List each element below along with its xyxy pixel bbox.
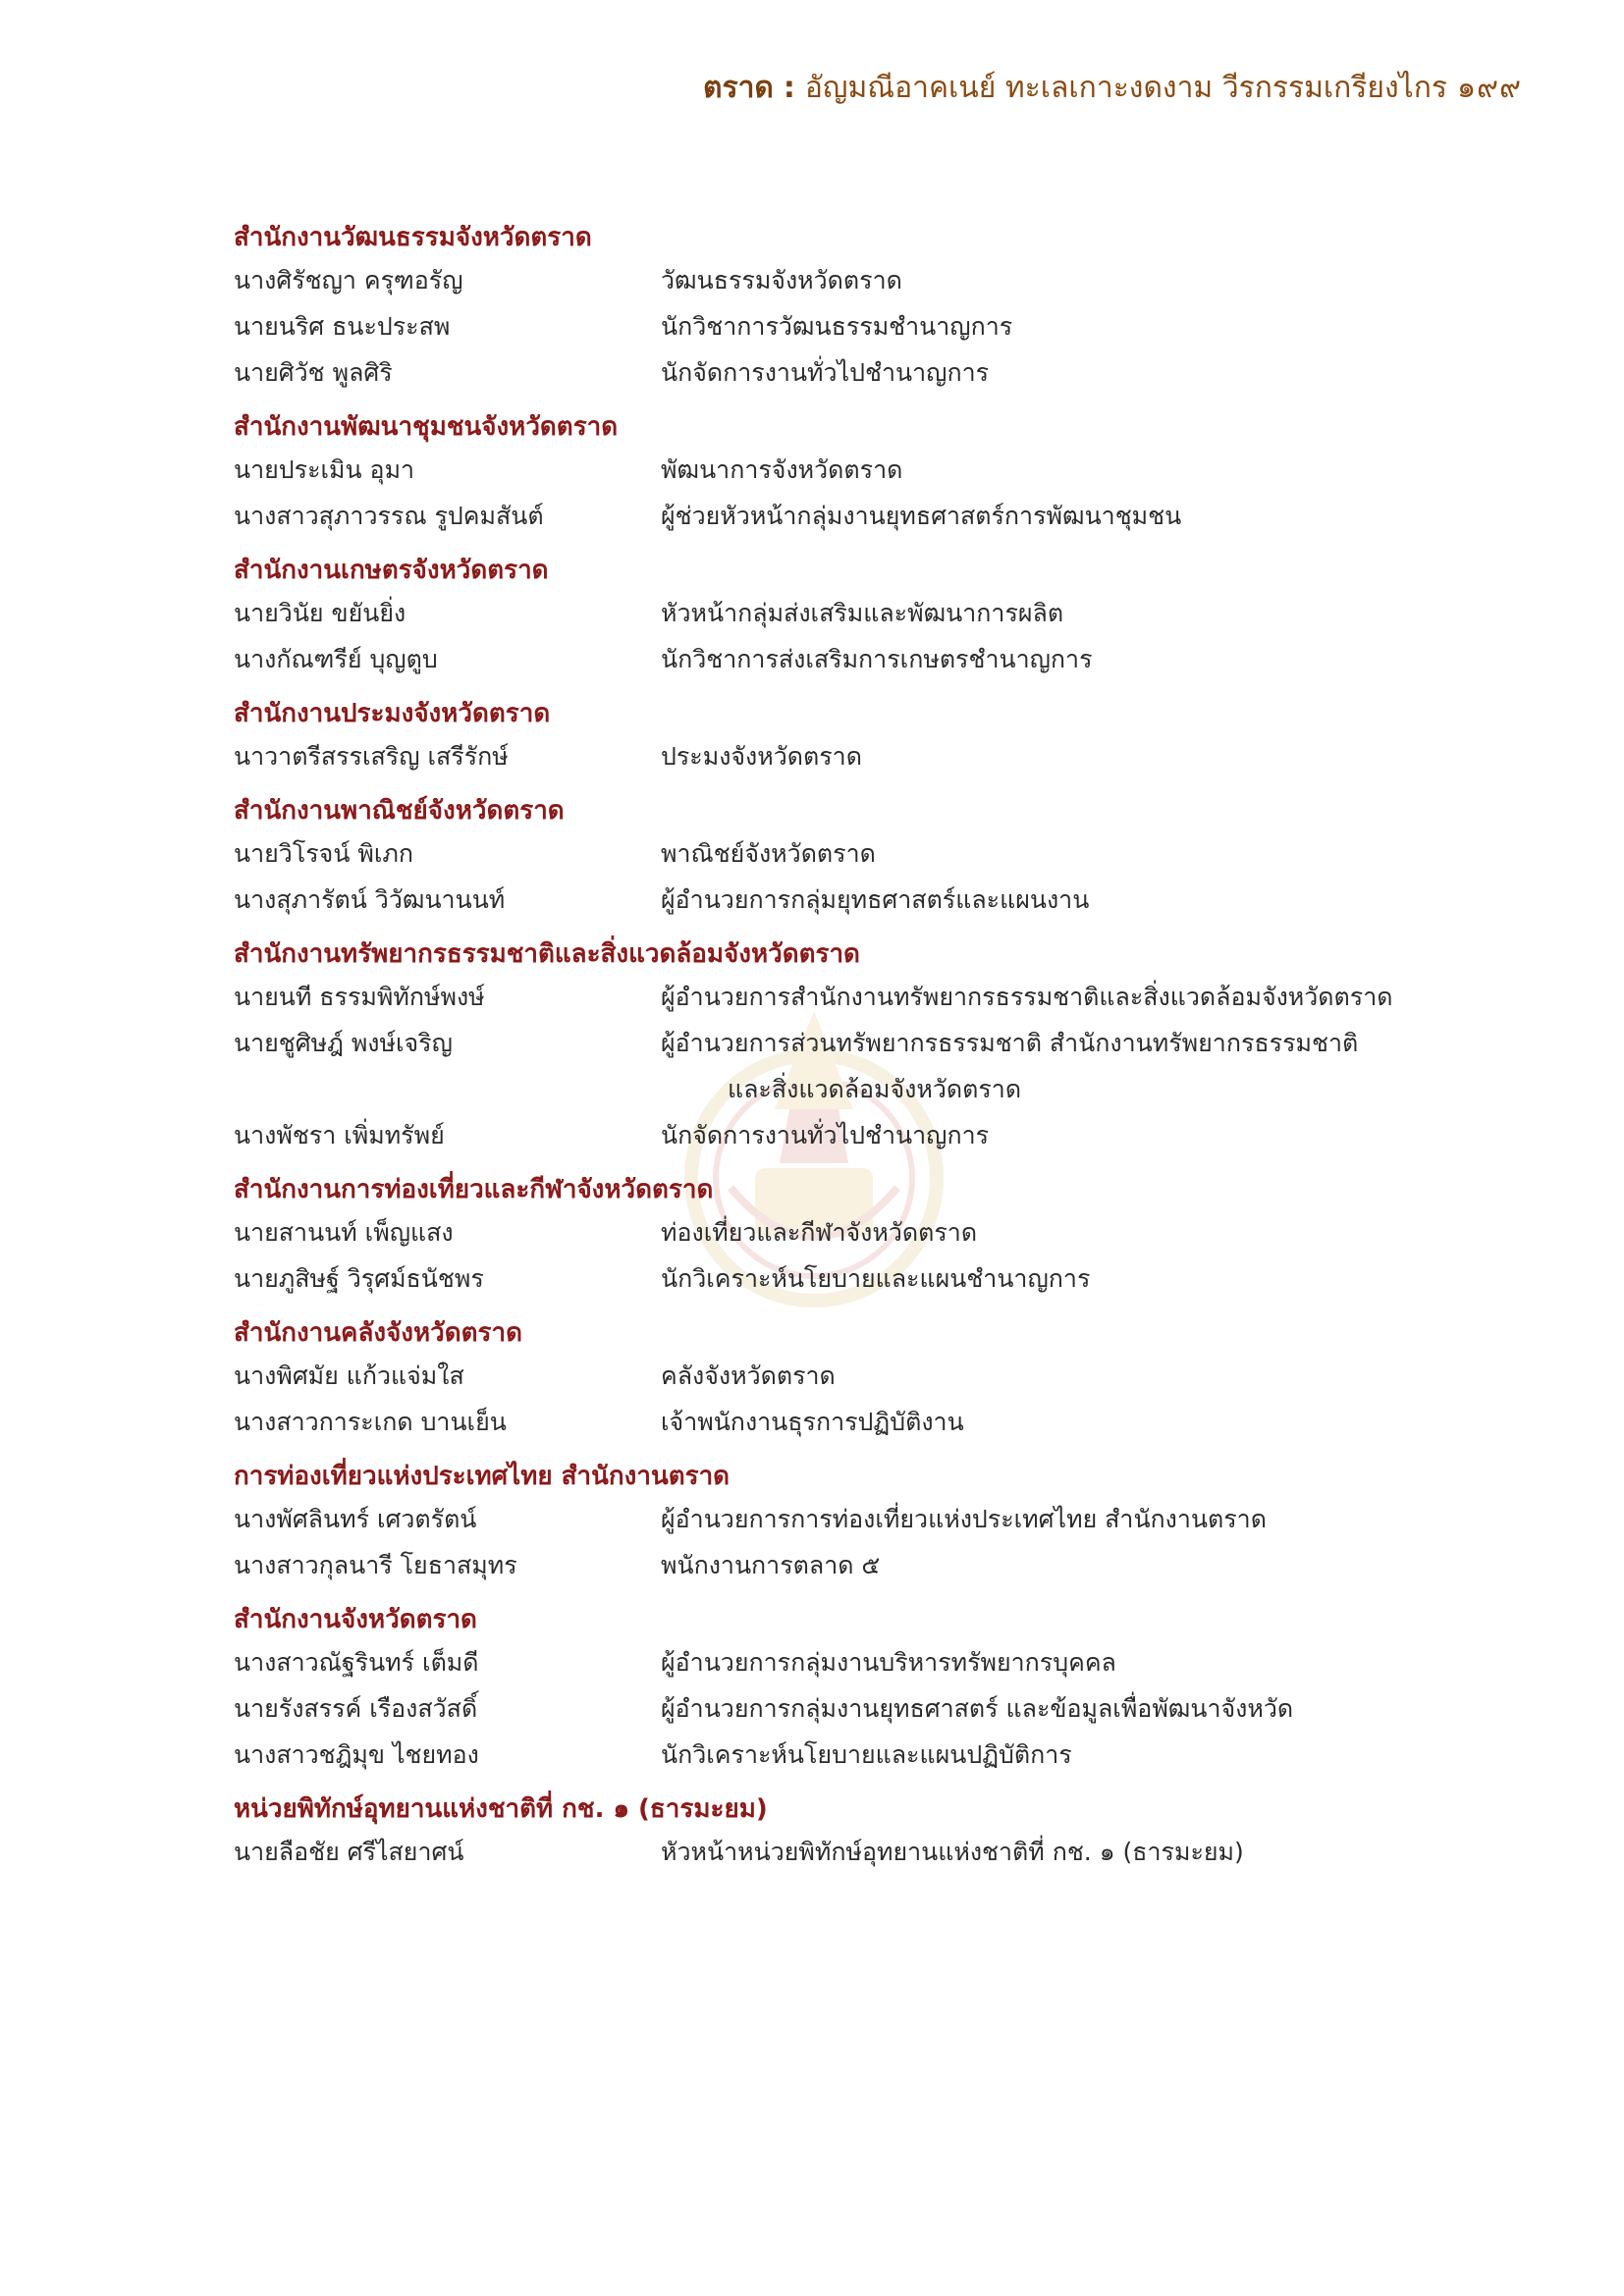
section-title: สำนักงานประมงจังหวัดตราด: [234, 699, 551, 728]
person-position: ผู้อำนวยการกลุ่มยุทธศาสตร์และแผนงาน: [661, 885, 1090, 914]
person-name: นางพัศลินทร์ เศวตรัตน์: [234, 1505, 477, 1533]
person-position: หัวหน้ากลุ่มส่งเสริมและพัฒนาการผลิต: [661, 599, 1064, 627]
person-name: นางสาวการะเกด บานเย็น: [234, 1408, 507, 1436]
list-item: [234, 1255, 1540, 1302]
person-name: นายประเมิน อุมา: [234, 455, 415, 484]
person-position: เจ้าพนักงานธุรการปฏิบัติงาน: [661, 1408, 964, 1436]
person-position: คลังจังหวัดตราด: [661, 1362, 836, 1390]
person-position: พัฒนาการจังหวัดตราด: [661, 455, 903, 484]
section-title: การท่องเที่ยวแห่งประเทศไทย สำนักงานตราด: [234, 1462, 731, 1491]
person-name: นางสาวสุภาวรรณ รูปคมสันต์: [234, 502, 544, 530]
person-position: นักวิเคราะห์นโยบายและแผนปฏิบัติการ: [661, 1740, 1072, 1769]
list-item: [234, 1496, 1540, 1542]
person-name: นางพัชรา เพิ่มทรัพย์: [234, 1121, 445, 1149]
person-position: นักจัดการงานทั่วไปชำนาญการ: [661, 1121, 990, 1149]
section-natural-resources: [234, 934, 1540, 1158]
page-header: [703, 65, 1522, 111]
section-culture: [234, 218, 1540, 396]
list-item: [234, 1020, 1540, 1112]
section-park-protection-unit: [234, 1789, 1540, 1875]
person-name: นางพิศมัย แก้วแจ่มใส: [234, 1362, 464, 1390]
person-position: ผู้อำนวยการการท่องเที่ยวแห่งประเทศไทย สำนักงานตราด: [661, 1505, 1267, 1533]
person-position: นักจัดการงานทั่วไปชำนาญการ: [661, 358, 990, 387]
list-item: [234, 493, 1540, 539]
person-name: นายลือชัย ศรีไสยาศน์: [234, 1838, 464, 1866]
person-position: [661, 1020, 1540, 1112]
person-name: นายสานนท์ เพ็ญแสง: [234, 1218, 454, 1247]
list-item: [234, 257, 1540, 303]
list-item: [234, 1639, 1540, 1685]
person-name: นางสาวชฎิมุข ไชยทอง: [234, 1740, 479, 1769]
person-position: ผู้อำนวยการกลุ่มงานบริหารทรัพยากรบุคคล: [661, 1648, 1116, 1677]
list-item: [234, 1829, 1540, 1875]
list-item: [234, 1732, 1540, 1778]
section-title: สำนักงานเกษตรจังหวัดตราด: [234, 556, 549, 585]
list-item: [234, 1112, 1540, 1158]
person-name: นายชูศิษฎ์ พงษ์เจริญ: [234, 1029, 453, 1057]
list-item: [234, 877, 1540, 923]
person-name: นายนริศ ธนะประสพ: [234, 312, 451, 341]
person-name: นางสาวณัฐรินทร์ เต็มดี: [234, 1648, 479, 1677]
list-item: [234, 590, 1540, 636]
section-title: สำนักงานคลังจังหวัดตราด: [234, 1318, 522, 1348]
person-position: ผู้อำนวยการสำนักงานทรัพยากรธรรมชาติและสิ่งแวดล้อมจังหวัดตราด: [661, 983, 1393, 1011]
section-commerce: [234, 791, 1540, 923]
header-tagline: อัญมณีอาคเนย์ ทะเลเกาะงดงาม วีรกรรมเกรียงไกร: [804, 71, 1447, 105]
person-position: นักวิชาการวัฒนธรรมชำนาญการ: [661, 312, 1013, 341]
list-item: [234, 636, 1540, 682]
header-province: ตราด: [702, 71, 774, 105]
list-item: [234, 733, 1540, 779]
person-name: นางสาวกุลนารี โยธาสมุทร: [234, 1551, 517, 1579]
list-item: [234, 830, 1540, 877]
section-agriculture: [234, 551, 1540, 682]
section-title: สำนักงานทรัพยากรธรรมชาติและสิ่งแวดล้อมจังหวัดตราด: [234, 939, 860, 969]
list-item: [234, 974, 1540, 1020]
person-name: นายศิวัช พูลศิริ: [234, 358, 393, 387]
list-item: [234, 1542, 1540, 1588]
person-name: นายนที ธรรมพิทักษ์พงษ์: [234, 983, 485, 1011]
person-name: นายรังสรรค์ เรืองสวัสดิ์: [234, 1694, 478, 1723]
section-title: สำนักงานวัฒนธรรมจังหวัดตราด: [234, 223, 592, 252]
list-item: [234, 349, 1540, 396]
person-position: ผู้อำนวยการกลุ่มงานยุทธศาสตร์ และข้อมูลเพื่อพัฒนาจังหวัด: [661, 1694, 1294, 1723]
section-title: สำนักงานการท่องเที่ยวและกีฬาจังหวัดตราด: [234, 1175, 714, 1204]
list-item: [234, 1209, 1540, 1255]
section-provincial-office: [234, 1600, 1540, 1778]
person-name: นายวินัย ขยันยิ่ง: [234, 599, 406, 627]
person-name: นาวาตรีสรรเสริญ เสรีรักษ์: [234, 742, 509, 771]
section-title: สำนักงานจังหวัดตราด: [234, 1605, 477, 1634]
list-item: [234, 1399, 1540, 1445]
person-position: หัวหน้าหน่วยพิทักษ์อุทยานแห่งชาติที่ กช. ๑ (ธารมะยม): [661, 1838, 1244, 1866]
person-name: นายวิโรจน์ พิเภก: [234, 839, 413, 868]
list-item: [234, 303, 1540, 349]
person-name: นางศิรัชญา ครุฑอรัญ: [234, 266, 463, 294]
person-position-line2: และสิ่งแวดล้อมจังหวัดตราด: [728, 1075, 1022, 1103]
person-position: วัฒนธรรมจังหวัดตราด: [661, 266, 902, 294]
person-position: พนักงานการตลาด ๕: [661, 1551, 881, 1579]
section-title: สำนักงานพัฒนาชุมชนจังหวัดตราด: [234, 412, 619, 442]
list-item: [234, 447, 1540, 493]
person-position: ท่องเที่ยวและกีฬาจังหวัดตราด: [661, 1218, 978, 1247]
person-name: นางสุภารัตน์ วิวัฒนานนท์: [234, 885, 506, 914]
page-number: ๑๙๙: [1457, 71, 1522, 105]
person-position: นักวิเคราะห์นโยบายและแผนชำนาญการ: [661, 1264, 1091, 1293]
person-position: พาณิชย์จังหวัดตราด: [661, 839, 876, 868]
section-fisheries: [234, 694, 1540, 779]
section-title: หน่วยพิทักษ์อุทยานแห่งชาติที่ กช. ๑ (ธารมะยม): [234, 1794, 768, 1824]
list-item: [234, 1685, 1540, 1732]
section-treasury: [234, 1313, 1540, 1445]
contact-list: [234, 218, 1540, 1887]
header-separator: :: [783, 71, 795, 105]
person-position: นักวิชาการส่งเสริมการเกษตรชำนาญการ: [661, 645, 1093, 673]
section-title: สำนักงานพาณิชย์จังหวัดตราด: [234, 796, 565, 826]
person-position-line1: ผู้อำนวยการส่วนทรัพยากรธรรมชาติ สำนักงานทรัพยากรธรรมชาติ: [661, 1029, 1359, 1057]
section-tourism-sports: [234, 1170, 1540, 1302]
person-name: นายภูสิษฐ์ วิรุศม์ธนัชพร: [234, 1264, 484, 1293]
list-item: [234, 1353, 1540, 1399]
person-position: ประมงจังหวัดตราด: [661, 742, 862, 771]
section-community-development: [234, 407, 1540, 539]
section-tat: [234, 1457, 1540, 1588]
person-name: นางกัณฑรีย์ บุญตูบ: [234, 645, 438, 673]
person-position: ผู้ช่วยหัวหน้ากลุ่มงานยุทธศาสตร์การพัฒนาชุมชน: [661, 502, 1182, 530]
